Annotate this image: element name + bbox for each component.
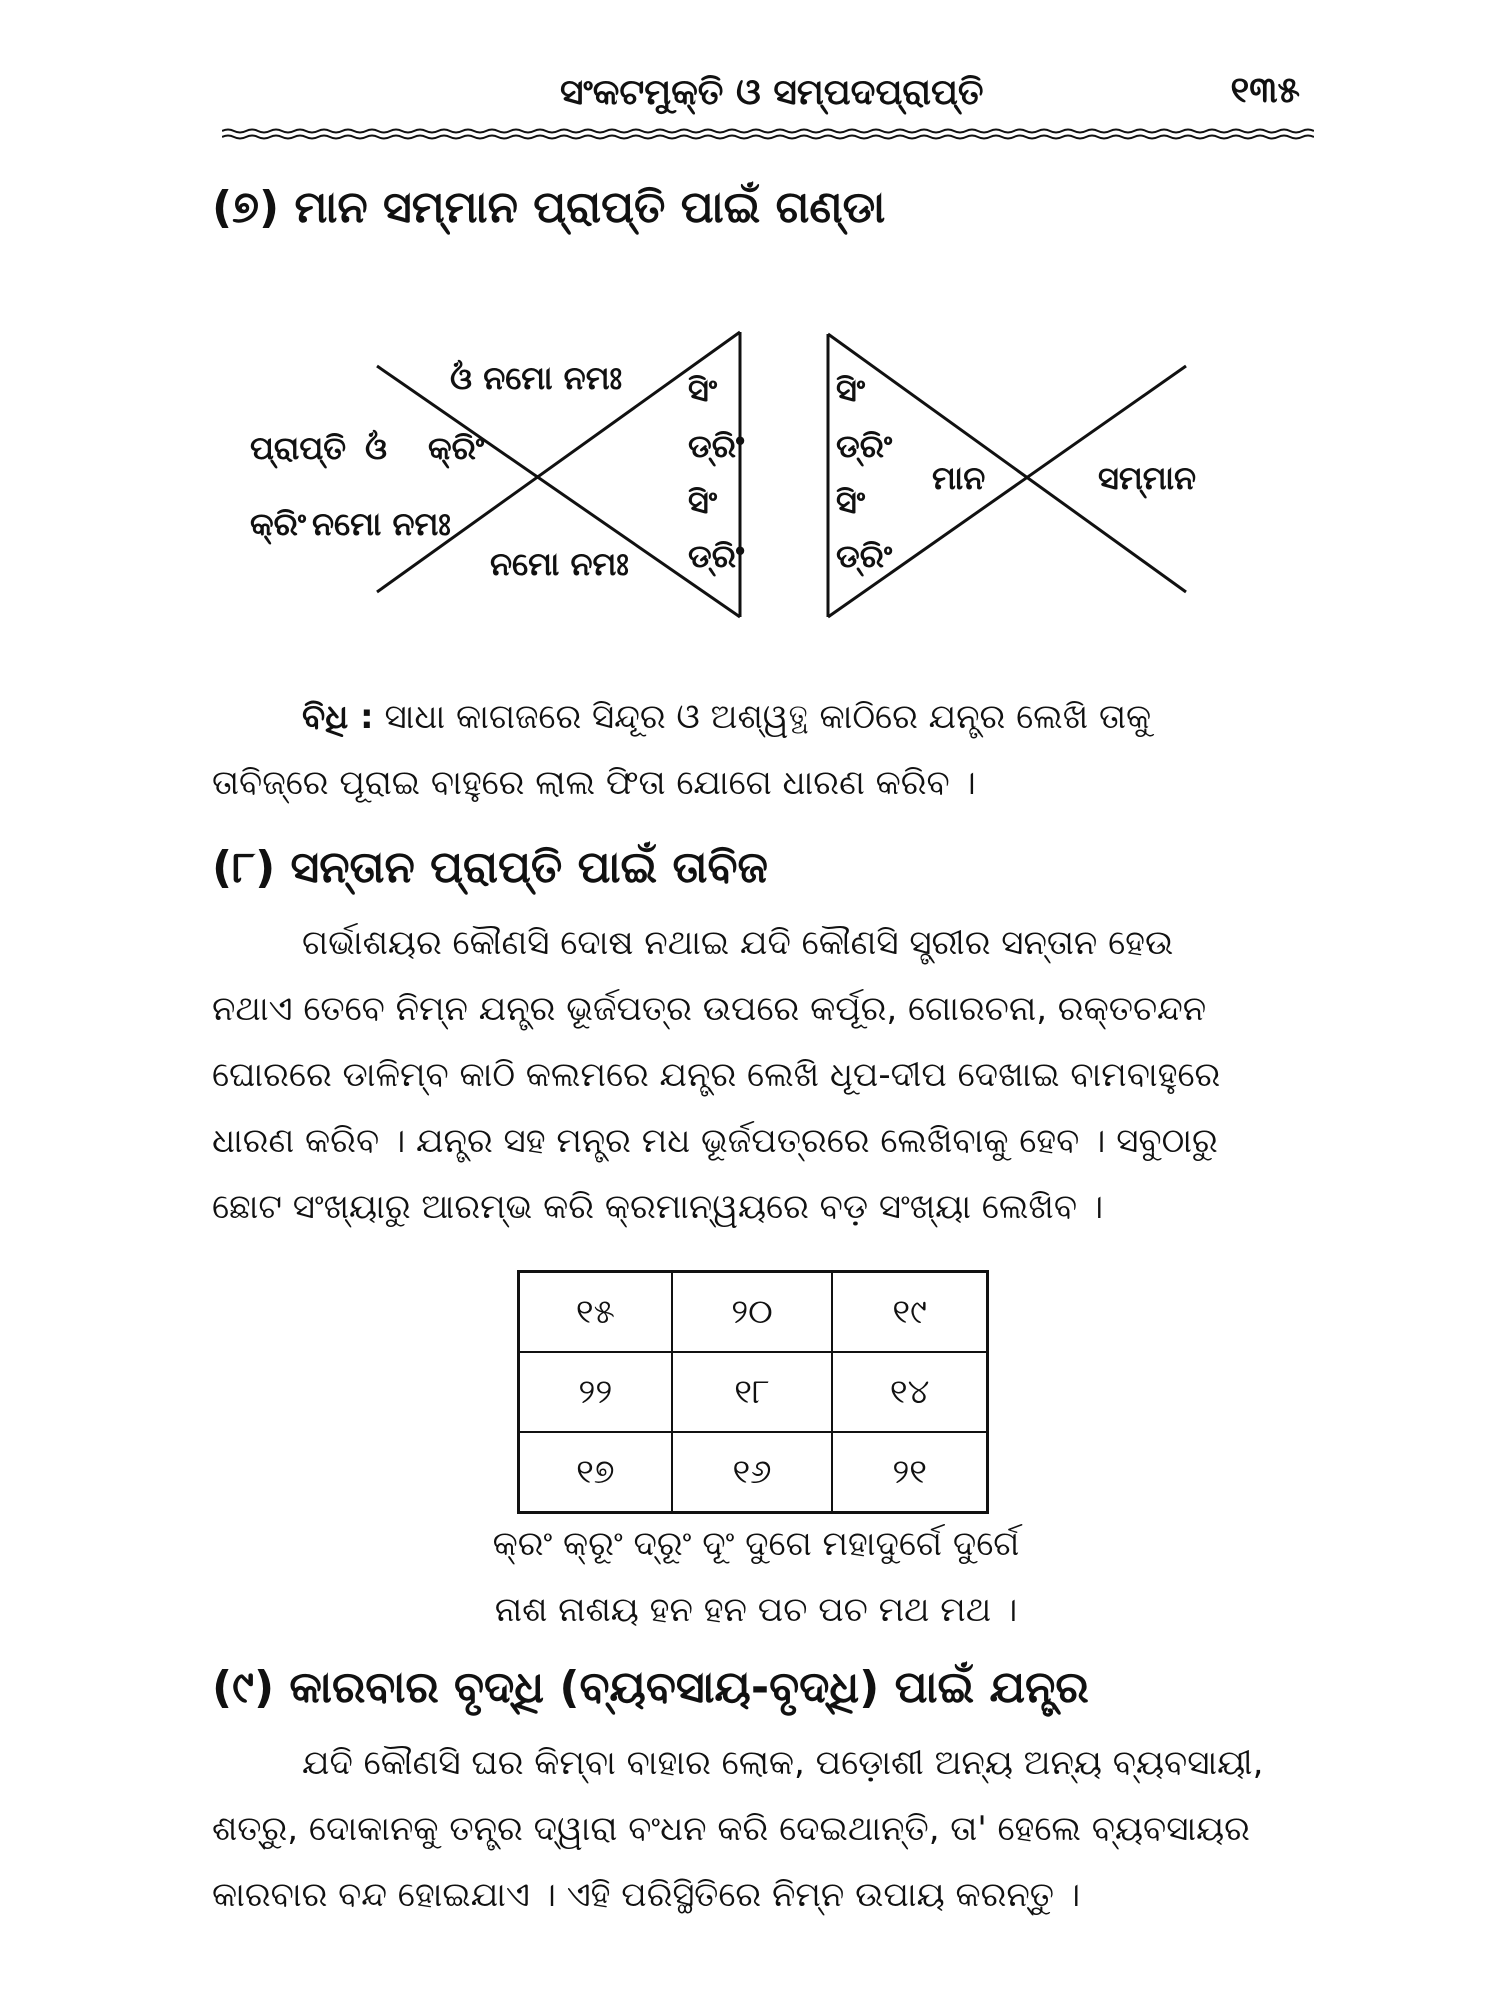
yantra-left-edge-3: ସିଂ xyxy=(688,483,718,521)
grid-cell: ୧୫ xyxy=(519,1272,672,1353)
grid-cell: ୧୯ xyxy=(832,1272,987,1353)
page-number: ୧୩୫ xyxy=(1230,70,1300,111)
grid-row xyxy=(519,1352,988,1432)
grid-cell: ୨୦ xyxy=(672,1272,833,1353)
grid-cell: ୧୭ xyxy=(519,1432,672,1513)
section-8-line-4: ଧାରଣ କରିବ । ଯନ୍ତ୍ର ସହ ମନ୍ତ୍ର ମଧ ଭୂର୍ଜପତ୍ରରେ ଲେଖିବାକୁ ହେବ । ସବୁଠାରୁ xyxy=(212,1121,1218,1161)
yantra-left-krim-top: କ୍ରିଂ xyxy=(428,429,485,467)
mantra-line-2: ନାଶ ନାଶୟ ହନ ହନ ପଚ ପଚ ମଥ ମଥ । xyxy=(494,1590,1018,1630)
method-line-1: ସାଧା କାଗଜରେ ସିନ୍ଦୂର ଓ ଅଶ୍ୱତ୍ଥ କାଠିରେ ଯନ୍ତ୍ର ଲେଖି ତାକୁ xyxy=(384,697,1152,737)
number-grid-yantra xyxy=(517,1270,989,1514)
yantra-left-krim-bottom: କ୍ରିଂ xyxy=(250,505,307,543)
grid-cell: ୧୪ xyxy=(832,1352,987,1432)
yantra-right-edge-1: ସିଂ xyxy=(836,371,866,409)
section-8-line-3: ଘୋରରେ ଡାଳିମ୍ବ କାଠି କଲମରେ ଯନ୍ତ୍ର ଲେଖି ଧୂପ-ଦୀପ ଦେଖାଇ ବାମବାହୁରେ xyxy=(212,1055,1221,1095)
section-8-paragraph xyxy=(212,910,1300,1240)
grid-cell: ୨୨ xyxy=(519,1352,672,1432)
section-9-paragraph xyxy=(212,1730,1300,1928)
section-8-line-2: ନଥାଏ ତେବେ ନିମ୍ନ ଯନ୍ତ୍ର ଭୂର୍ଜପତ୍ର ଉପରେ କର୍ପୂର, ଗୋରଚନା, ରକ୍ତଚନ୍ଦନ xyxy=(212,989,1207,1029)
yantra-right-maan: ମାନ xyxy=(932,459,986,497)
section-8-line-1: ଗର୍ଭାଶୟର କୌଣସି ଦୋଷ ନଥାଇ ଯଦି କୌଣସି ସ୍ତ୍ରୀର ସନ୍ତାନ ହେଉ xyxy=(302,923,1174,963)
yantra-left-edge-4: ଡ୍ରିଂ xyxy=(688,537,745,575)
yantra-diagram-lines xyxy=(0,0,1500,700)
running-title: ସଂକଟମୁକ୍ତି ଓ ସମ୍ପଦପ୍ରାପ୍ତି xyxy=(560,72,984,113)
section-7-heading: (୭) ମାନ ସମ୍ମାନ ପ୍ରାପ୍ତି ପାଇଁ ଗଣ୍ଡା xyxy=(212,182,886,233)
section-9-line-3: କାରବାର ବନ୍ଦ ହୋଇଯାଏ । ଏହି ପରିସ୍ଥିତିରେ ନିମ୍ନ ଉପାୟ କରନ୍ତୁ । xyxy=(212,1875,1081,1915)
yantra-left-edge-1: ସିଂ xyxy=(688,371,718,409)
yantra-right-sammaan: ସମ୍ମାନ xyxy=(1098,459,1197,497)
grid-cell: ୧୬ xyxy=(672,1432,833,1513)
yantra-left-om: ଓଁ xyxy=(365,429,388,467)
method-label: ବିଧି : xyxy=(302,697,374,737)
grid-cell: ୨୧ xyxy=(832,1432,987,1513)
yantra-left-prapti: ପ୍ରାପ୍ତି xyxy=(250,429,347,467)
yantra-left-namo-namah-bottom: ନମୋ ନମଃ xyxy=(490,545,629,583)
yantra-left-namo-namah: ନମୋ ନମଃ xyxy=(312,505,451,543)
grid-row xyxy=(519,1272,988,1353)
section-9-line-1: ଯଦି କୌଣସି ଘର କିମ୍ବା ବାହାର ଲୋକ, ପଡ଼ୋଶୀ ଅନ୍ୟ ଅନ୍ୟ ବ୍ୟବସାୟୀ, xyxy=(302,1743,1264,1783)
grid-cell: ୧୮ xyxy=(672,1352,833,1432)
yantra-right-edge-2: ଡ୍ରିଂ xyxy=(836,427,893,465)
section-8-line-5: ଛୋଟ ସଂଖ୍ୟାରୁ ଆରମ୍ଭ କରି କ୍ରମାନ୍ୱୟରେ ବଡ଼ ସଂଖ୍ୟା ଲେଖିବ । xyxy=(212,1187,1104,1227)
yantra-right-edge-3: ସିଂ xyxy=(836,483,866,521)
yantra-left-om-namo-namah: ଓଁ ନମୋ ନମଃ xyxy=(450,359,623,397)
method-line-2: ତାବିଜ୍‌ରେ ପୂରାଇ ବାହୁରେ ଲାଲ ଫିତା ଯୋଗେ ଧାରଣ କରିବ । xyxy=(212,763,976,803)
section-8-heading: (୮) ସନ୍ତାନ ପ୍ରାପ୍ତି ପାଇଁ ତାବିଜ xyxy=(212,842,768,893)
mantra-line-1: କ୍ରଂ କ୍ରୂଂ ଦ୍ରୂଂ ଦୂଂ ଦୁଗେ ମହାଦୁର୍ଗେ ଦୁର୍ଗେ xyxy=(492,1524,1020,1564)
grid-row xyxy=(519,1432,988,1513)
section-7-method xyxy=(212,684,1300,816)
section-9-heading: (୯) କାରବାର ବୃଦ୍ଧି (ବ୍ୟବସାୟ-ବୃଦ୍ଧି) ପାଇଁ ଯନ୍ତ୍ର xyxy=(212,1662,1089,1713)
yantra-right-edge-4: ଡ୍ରିଂ xyxy=(836,537,893,575)
yantra-left-edge-2: ଡ୍ରିଂ xyxy=(688,427,745,465)
section-9-line-2: ଶତ୍ରୁ, ଦୋକାନକୁ ତନ୍ତ୍ର ଦ୍ୱାରା ବଂଧନ କରି ଦେଇଥାନ୍ତି, ତା' ହେଲେ ବ୍ୟବସାୟର xyxy=(212,1809,1250,1849)
